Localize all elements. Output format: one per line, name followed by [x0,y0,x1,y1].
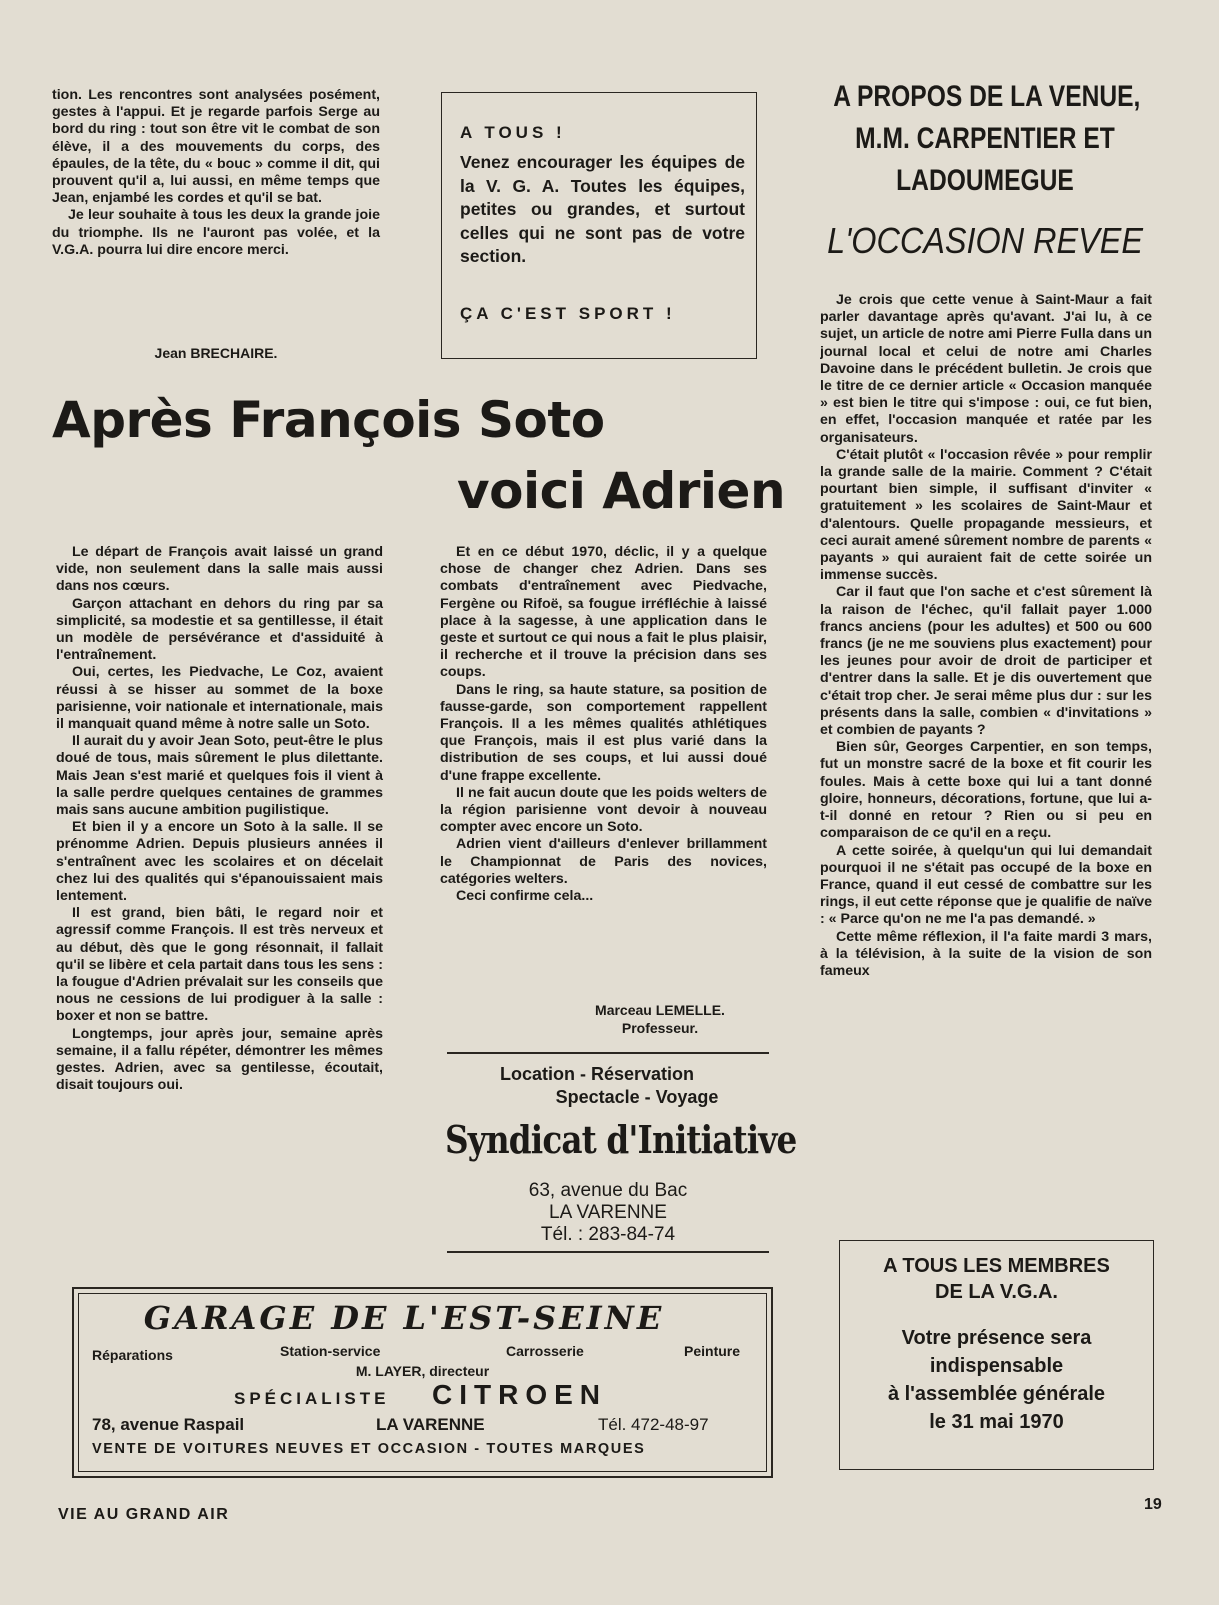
garage-phone: Tél. 472-48-97 [598,1415,709,1434]
syndicat-city: LA VARENNE [549,1202,667,1223]
paragraph: Et bien il y a encore un Soto à la salle. Il se prénomme Adrien. Depuis plusieurs années il s'entraînent avec les scolaires et on décelait chez lui des qualités qui s'épanouissaient mais lentement. [56,819,383,905]
paragraph: Adrien vient d'ailleurs d'enlever brillamment le Championnat de Paris des novices, catégories welters. [440,836,767,887]
article-title-line1: Après François Soto [52,391,605,449]
carpentier-subtitle: L'OCCASION REVEE [827,220,1143,261]
notice-body: Venez encourager les équipes de la V. G. A. Toutes les équipes, petites ou grandes, et surtout celles qui ne sont pas de votre section. [460,152,745,266]
carpentier-title-line1: A PROPOS DE LA VENUE, [833,80,1141,113]
paragraph: Ceci confirme cela... [456,888,594,905]
paragraph: Et en ce début 1970, déclic, il y a quelque chose de changer chez Adrien. Dans ses combats d'entraînement avec Piedvache, Fergène ou Rifoë, sa fougue irréfléchie à laissé place à la sagesse, à une application dans le geste et surtout ce qui nous a fait le plus plaisir, il recherche et il trouve la précision dans ses coups. [440,544,767,681]
paragraph: Bien sûr, Georges Carpentier, en son temps, fut un monstre sacré de la boxe et fit courir les foules. Mais à cette boxe qui lui a tant donné gloire, honneurs, décorations, fortune, que lui a-t-il donné en retour ? Rien ou si peu en comparaison de ce qu'il en a reçu. [820,739,1152,842]
members-line2: DE LA V.G.A. [935,1281,1058,1303]
paragraph: tion. Les rencontres sont analysées posément, gestes à l'appui. Et je regarde parfois Serge au bord du ring : tout son être vit le combat de son élève, il a des mouvements du corps, des épaules, de la tête, du « bouc » comme il dit, qui prouvent qu'il a, lui aussi, en même temps que Jean, enjambé les cordes et qu'il se bat. [52,87,380,207]
garage-ad [72,1287,773,1478]
garage-service-1: Réparations [92,1347,173,1363]
garage-brand: CITROEN [432,1379,607,1410]
paragraph: C'était plutôt « l'occasion rêvée » pour remplir la grande salle de la mairie. Comment ? C'était pourtant bien simple, il suffisant d'inviter « gratuitement » les scolaires de Saint-Maur et d'alentours. Quelle propagande messieurs, et ceci aurait amené sûrement nombre de parents « payants » qui auraient fait de cette soirée un immense succès. [820,446,1152,584]
paragraph: Cette même réflexion, il l'a faite mardi 3 mars, à la télévision, à la suite de la vision de son fameux [820,928,1152,979]
members-line4: indispensable [929,1355,1064,1377]
syndicat-address: 63, avenue du Bac [528,1180,688,1201]
members-line6: le 31 mai 1970 [929,1411,1064,1433]
page-number: 19 [1144,1496,1162,1513]
garage-service-2: Station-service [280,1343,381,1359]
syndicat-line1: Location - Réservation [499,1064,695,1084]
paragraph: Il aurait du y avoir Jean Soto, peut-être le plus doué de tous, mais sûrement le plus dilettante. Mais Jean s'est marié et quelques fois il vient à la salle perdre quelques centaines de grammes mais sans aucune ambition pugilistique. [56,733,383,819]
soto-col1 [56,544,383,1095]
garage-sales: VENTE DE VOITURES NEUVES ET OCCASION - TOUTES MARQUES [92,1441,646,1457]
divider [447,1251,769,1253]
garage-service-3: Carrosserie [506,1343,584,1359]
publication-name: VIE AU GRAND AIR [58,1506,230,1523]
paragraph: Il est grand, bien bâti, le regard noir et agressif comme François. Il est très nerveux et au début, dès que le gong résonnait, il fallait qu'il se libère et cela partait dans tous les sens : la fougue d'Adrien prévalait sur les conseils que nous ne cessions de lui prodiguer à la salle : boxer et non se battre. [56,905,383,1025]
paragraph: Oui, certes, les Piedvache, Le Coz, avaient réussi à se hisser au sommet de la boxe parisienne, voir nationale et internationale, mais il manquait quand même à notre salle un Soto. [56,664,383,733]
syndicat-line2: Spectacle - Voyage [555,1087,719,1107]
soto-signature-title: Professeur. [621,1020,699,1036]
garage-specialist-label: SPÉCIALISTE [234,1389,390,1408]
notice-box [441,92,757,359]
paragraph: Je crois que cette venue à Saint-Maur a fait parler davantage après qu'avant. J'ai lu, à ce sujet, un article de notre ami Pierre Fulla dans un journal local et celui de notre ami Charles Davoine dans le précédent bulletin. Je crois que le titre de ce dernier article « Occasion manquée » est bien le titre qui s'impose : oui, ce fut bien, en effet, l'occasion manquée et ratée par les organisateurs. [820,292,1152,446]
notice-heading: A TOUS ! [460,123,566,142]
garage-service-4: Peinture [684,1343,741,1359]
divider [447,1052,769,1054]
paragraph: Il ne fait aucun doute que les poids welters de la région parisienne vont devoir à nouveau compter avec encore un Soto. [440,784,767,836]
carpentier-col [820,292,1152,1199]
paragraph: Longtemps, jour après jour, semaine après semaine, il a fallu répéter, démontrer les mêmes gestes. Adrien, avec sa gentilesse, écoutait, disait toujours oui. [56,1025,383,1094]
paragraph: Je leur souhaite à tous les deux la grande joie du triomphe. Ils ne l'auront pas volée, et la V.G.A. pourra lui dire encore merci. [52,207,380,258]
paragraph: Car il faut que l'on sache et c'est sûrement là la raison de l'échec, qu'il fallait payer 1.000 francs anciens (pour les adultes) et 500 ou 600 francs (je ne me souviens plus exactement) pour les jeunes pour avoir de droit de participer et d'entrer dans la salle. Et je dis ouvertement que c'était trop cher. Je serai même plus dur : sur les présents dans la salle, combien « d'invitations » et combien de payants ? [820,584,1152,739]
members-line3: Votre présence sera [901,1327,1092,1349]
carpentier-title-line3: LADOUMEGUE [896,164,1074,197]
paragraph: Dans le ring, sa haute stature, sa position de fausse-garde, son comportement rappellent François. Il a les mêmes qualités athlétiques que François, mais il est plus varié dans la distribution de ses coups, et lui aussi doué d'une frappe excellente. [440,681,767,784]
paragraph: A cette soirée, à quelqu'un qui lui demandait pourquoi il ne s'était pas occupé de la boxe en France, quand il eut cessé de combattre sur les rings, il eut cette réponse que je qualifie de naïve : « Parce qu'on ne me l'a pas demandé. » [820,842,1152,928]
members-line1: A TOUS LES MEMBRES [883,1255,1110,1277]
signature: Jean BRECHAIRE. [154,345,278,361]
syndicat-phone: Tél. : 283-84-74 [540,1224,676,1245]
paragraph: Le départ de François avait laissé un grand vide, non seulement dans la salle mais aussi dans nos cœurs. [56,544,383,595]
carpentier-title-line2: M.M. CARPENTIER ET [855,122,1115,155]
members-line5: à l'assemblée générale [887,1383,1106,1405]
soto-col2 [440,544,767,905]
col1-top-text [52,87,380,361]
garage-city: LA VARENNE [376,1415,485,1434]
soto-signature-name: Marceau LEMELLE. [595,1002,725,1018]
syndicat-name: Syndicat d'Initiative [445,1117,797,1162]
members-box [839,1240,1154,1470]
article-title-line2: voici Adrien [457,462,786,520]
paragraph: Garçon attachant en dehors du ring par sa simplicité, sa modestie et sa gentillesse, il était un modèle de persévérance et d'assiduité à l'entraînement. [56,595,383,664]
garage-address: 78, avenue Raspail [92,1415,245,1434]
garage-director: M. LAYER, directeur [355,1363,490,1379]
garage-name: GARAGE DE L'EST-SEINE [143,1299,665,1337]
notice-footer: ÇA C'EST SPORT ! [460,304,676,323]
